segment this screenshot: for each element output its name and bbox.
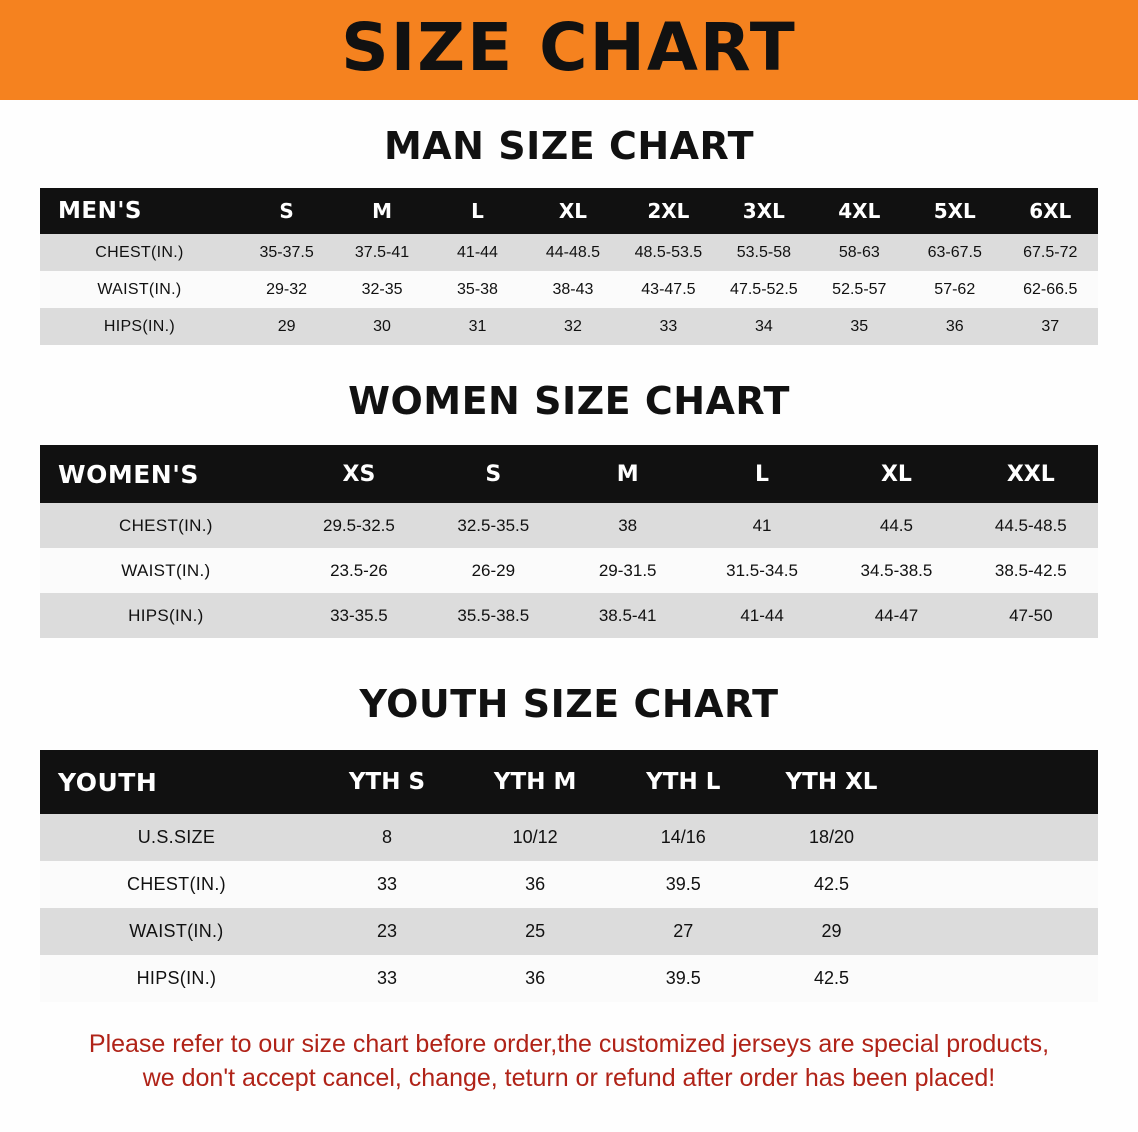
- table-cell: 31: [468, 317, 487, 335]
- column-header: XS: [342, 461, 376, 487]
- page-title: SIZE CHART: [341, 9, 797, 86]
- banner: [0, 0, 1138, 100]
- column-header: S: [485, 461, 502, 487]
- table-cell: 67.5-72: [1023, 243, 1078, 261]
- table-cell: 62-66.5: [1023, 280, 1078, 298]
- table-cell: 23.5-26: [330, 560, 388, 580]
- table-row: [40, 503, 1098, 548]
- table-cell: 33: [376, 874, 397, 894]
- table-cell: 29: [277, 317, 296, 335]
- table-cell: 36: [525, 874, 546, 894]
- table-cell-empty: [906, 908, 1098, 955]
- column-header: YTH S: [348, 769, 426, 795]
- column-header: M: [372, 199, 392, 223]
- man-size-table: [40, 188, 1098, 345]
- column-header: XL: [558, 199, 588, 223]
- table-cell: 52.5-57: [832, 280, 887, 298]
- table-cell: 35: [850, 317, 869, 335]
- table-cell-empty: [906, 814, 1098, 861]
- table-cell: 29.5-32.5: [323, 515, 395, 535]
- table-row: [40, 593, 1098, 638]
- table-cell: 32-35: [361, 280, 403, 298]
- column-header: S: [279, 199, 294, 223]
- table-cell: 38: [618, 515, 638, 535]
- table-cell: 42.5: [813, 968, 849, 988]
- table-cell: 36: [945, 317, 964, 335]
- table-cell: 26-29: [471, 560, 516, 580]
- table-cell: 35-38: [457, 280, 498, 298]
- table-cell: 41-44: [457, 243, 498, 261]
- table-cell: 43-47.5: [641, 280, 696, 298]
- table-row: [40, 308, 1098, 345]
- table-cell: 23: [376, 921, 397, 941]
- table-cell: 30: [373, 317, 391, 335]
- table-cell: 47.5-52.5: [730, 280, 798, 298]
- table-cell: 44-47: [874, 605, 919, 625]
- table-cell: 42.5: [813, 874, 849, 894]
- table-cell: 41-44: [740, 605, 784, 625]
- table-header-row: [40, 750, 1098, 814]
- table-cell: 57-62: [934, 280, 976, 298]
- women-section-heading: WOMEN SIZE CHART: [348, 379, 790, 423]
- table-cell: 34.5-38.5: [860, 560, 933, 580]
- table-cell: 38-43: [552, 280, 594, 298]
- table-cell: 37.5-41: [354, 243, 410, 261]
- table-cell: 38.5-42.5: [994, 560, 1067, 580]
- table-cell: 58-63: [838, 243, 880, 261]
- women-size-table: [40, 445, 1098, 638]
- table-cell: 36: [525, 968, 546, 988]
- table-row: [40, 234, 1098, 271]
- row-label: CHEST(IN.): [95, 243, 184, 261]
- youth-table-wrap: [0, 750, 1138, 1002]
- table-cell: 33: [376, 968, 397, 988]
- table-cell: 33: [659, 317, 678, 335]
- table-cell: 37: [1041, 317, 1060, 335]
- column-header: 5XL: [933, 199, 976, 223]
- row-label: CHEST(IN.): [119, 515, 213, 535]
- table-cell: 8: [381, 827, 392, 847]
- column-header: L: [755, 461, 770, 487]
- column-header: L: [471, 199, 484, 223]
- column-header: MEN'S: [58, 198, 142, 224]
- table-cell: 34: [754, 317, 773, 335]
- row-label: WAIST(IN.): [97, 280, 182, 298]
- table-cell: 47-50: [1009, 605, 1053, 625]
- column-header: M: [616, 461, 639, 487]
- column-header: WOMEN'S: [58, 459, 199, 489]
- table-cell-empty: [906, 861, 1098, 908]
- table-cell: 32: [564, 317, 582, 335]
- column-header: 4XL: [838, 199, 881, 223]
- column-header: XL: [880, 461, 912, 487]
- table-header-row: [40, 188, 1098, 234]
- youth-section-heading: YOUTH SIZE CHART: [359, 682, 779, 726]
- policy-note-line-1: Please refer to our size chart before order,the customized jerseys are special products,: [88, 1030, 1050, 1058]
- row-label: WAIST(IN.): [129, 921, 224, 941]
- table-cell: 44-48.5: [545, 243, 601, 261]
- row-label: WAIST(IN.): [121, 560, 211, 580]
- column-header: 6XL: [1029, 199, 1072, 223]
- table-cell: 29-31.5: [598, 560, 657, 580]
- table-row: [40, 814, 1098, 861]
- table-cell: 39.5: [665, 874, 701, 894]
- row-label: HIPS(IN.): [136, 968, 217, 988]
- table-cell: 39.5: [665, 968, 701, 988]
- table-row: [40, 861, 1098, 908]
- table-cell: 29-32: [266, 280, 308, 298]
- women-table-wrap: [0, 445, 1138, 638]
- row-label: HIPS(IN.): [128, 605, 204, 625]
- table-row: [40, 908, 1098, 955]
- table-cell: 29: [821, 921, 842, 941]
- table-cell: 48.5-53.5: [634, 243, 703, 261]
- table-cell: 38.5-41: [598, 605, 657, 625]
- column-header: YTH L: [646, 769, 721, 795]
- table-cell: 44.5: [879, 515, 913, 535]
- table-cell: 41: [752, 515, 772, 535]
- table-cell: 44.5-48.5: [994, 515, 1067, 535]
- table-cell: 25: [525, 921, 546, 941]
- table-cell: 14/16: [660, 827, 706, 847]
- table-header-row: [40, 445, 1098, 503]
- table-cell: 18/20: [808, 827, 854, 847]
- column-header: 2XL: [647, 199, 690, 223]
- table-cell: 33-35.5: [330, 605, 388, 625]
- policy-note: [40, 1028, 1098, 1096]
- table-cell: 35.5-38.5: [457, 605, 530, 625]
- table-cell: 35-37.5: [259, 243, 314, 261]
- table-cell: 53.5-58: [736, 243, 791, 261]
- column-header: 3XL: [742, 199, 785, 223]
- table-cell: 27: [673, 921, 694, 941]
- column-header: YTH XL: [785, 769, 878, 795]
- table-row: [40, 271, 1098, 308]
- column-header: YTH M: [493, 769, 577, 795]
- table-cell: 31.5-34.5: [726, 560, 798, 580]
- table-cell: 63-67.5: [927, 243, 982, 261]
- column-header: XXL: [1006, 461, 1055, 487]
- table-cell: 10/12: [512, 827, 558, 847]
- table-cell: 32.5-35.5: [457, 515, 530, 535]
- policy-note-line-2: we don't accept cancel, change, teturn or refund after order has been placed!: [142, 1063, 996, 1092]
- table-row: [40, 955, 1098, 1002]
- man-table-wrap: [0, 188, 1138, 345]
- column-header-spacer: [906, 750, 1098, 814]
- row-label: HIPS(IN.): [103, 317, 175, 335]
- table-cell-empty: [906, 955, 1098, 1002]
- youth-size-table: [40, 750, 1098, 1002]
- table-row: [40, 548, 1098, 593]
- row-label: CHEST(IN.): [126, 874, 226, 894]
- row-label: U.S.SIZE: [137, 827, 216, 847]
- column-header: YOUTH: [58, 767, 158, 797]
- man-section-heading: MAN SIZE CHART: [383, 124, 755, 168]
